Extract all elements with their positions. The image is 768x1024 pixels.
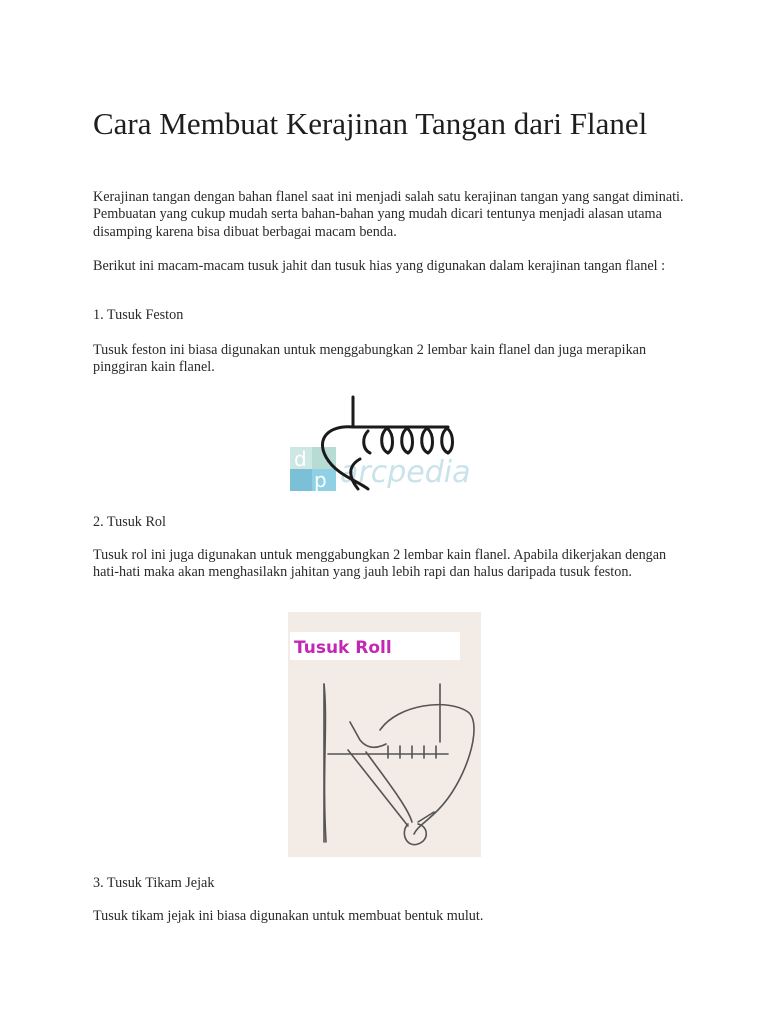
roll-stitch-figure — [288, 612, 481, 857]
intro-paragraph: Kerajinan tangan dengan bahan flanel saat ini menjadi salah satu kerajinan tangan yang sangat diminati. Pembuatan yang cukup mudah serta bahan-bahan yang mudah dicari tentunya menjadi alasan utama disamping karena bisa dibuat berbagai macam benda. — [93, 189, 684, 240]
section-heading-tikam-jejak: 3. Tusuk Tikam Jejak — [93, 875, 215, 891]
section-body-tikam-jejak: Tusuk tikam jejak ini biasa digunakan untuk membuat bentuk mulut. — [93, 908, 484, 924]
feston-stitch-figure — [288, 387, 482, 495]
section-heading-rol: 2. Tusuk Rol — [93, 514, 166, 530]
watermark-text: arcpedia — [340, 455, 471, 490]
section-body-feston: Tusuk feston ini biasa digunakan untuk menggabungkan 2 lembar kain flanel dan juga merapikan pinggiran kain flanel. — [93, 342, 647, 376]
svg-text:d: d — [294, 447, 307, 471]
svg-text:p: p — [314, 468, 327, 492]
roll-figure-label: Tusuk Roll — [294, 638, 392, 658]
section-heading-feston: 1. Tusuk Feston — [93, 307, 184, 323]
section-body-rol: Tusuk rol ini juga digunakan untuk menggabungkan 2 lembar kain flanel. Apabila dikerjakan dengan hati-hati maka akan menghasilakn jahitan yang jauh lebih rapi dan halus daripada tusuk feston. — [93, 547, 667, 581]
lead-paragraph: Berikut ini macam-macam tusuk jahit dan tusuk hias yang digunakan dalam kerajinan tangan flanel : — [93, 258, 666, 274]
arcpedia-logo-icon — [290, 447, 336, 492]
page-title: Cara Membuat Kerajinan Tangan dari Flanel — [93, 106, 648, 141]
